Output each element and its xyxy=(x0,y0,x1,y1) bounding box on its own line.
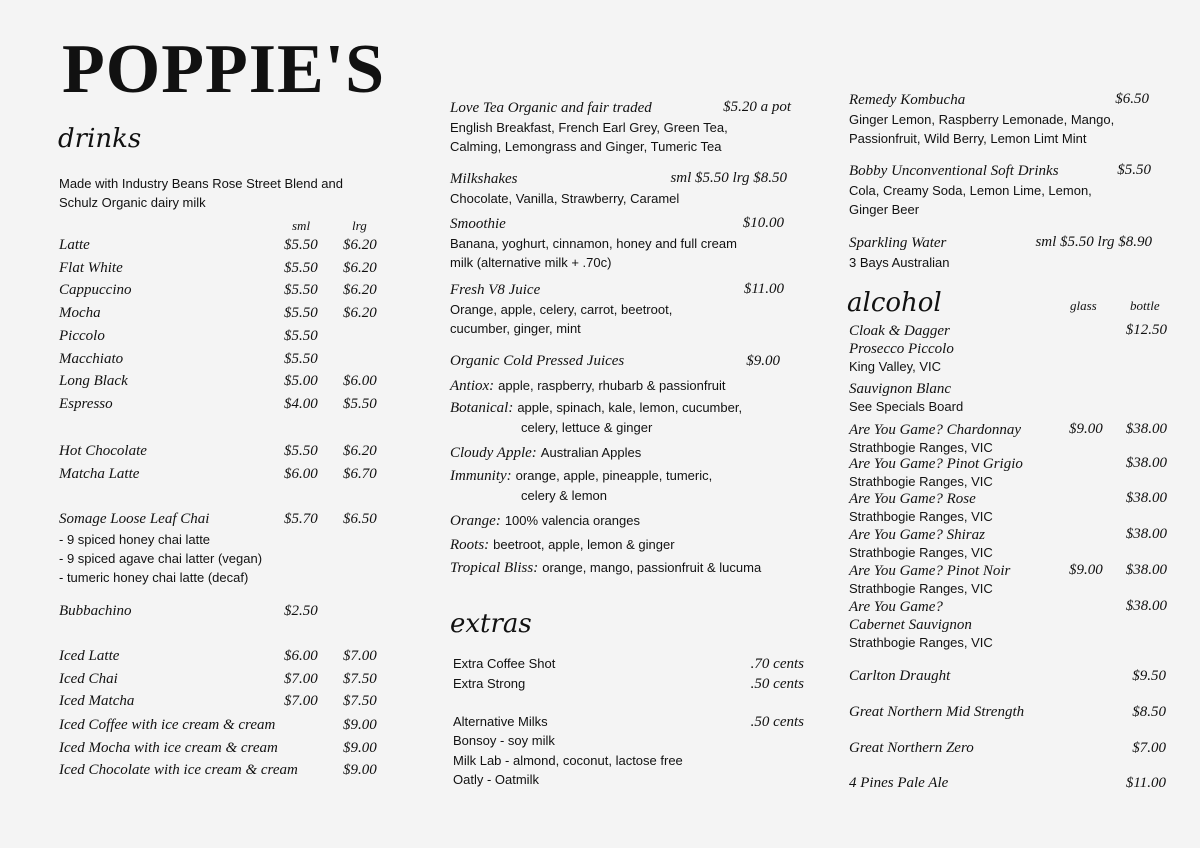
coffee-item xyxy=(59,305,389,325)
item-desc: cucumber, ginger, mint xyxy=(450,321,581,336)
price-large: $7.50 xyxy=(343,693,377,710)
juice-name: Roots: xyxy=(450,537,490,553)
hot-item xyxy=(59,443,389,463)
item-name: Long Black xyxy=(59,373,128,390)
wine-item xyxy=(849,322,954,376)
extras-heading: extras xyxy=(450,609,532,639)
coffee-item xyxy=(59,282,389,302)
juice-desc: orange, mango, passionfruit & lucuma xyxy=(542,560,762,575)
item-name: Matcha Latte xyxy=(59,465,140,482)
wine-name: Are You Game? xyxy=(849,599,943,615)
juice-desc: apple, raspberry, rhubarb & passionfruit xyxy=(498,378,726,393)
soft-drinks-item xyxy=(849,162,1092,219)
wine-item xyxy=(849,421,1021,457)
cold-pressed-title: Organic Cold Pressed Juices xyxy=(450,353,625,369)
item-name: Bubbachino xyxy=(59,603,132,619)
wine-region: King Valley, VIC xyxy=(849,359,942,374)
price-small: $5.50 xyxy=(284,305,318,322)
item-desc: Ginger Beer xyxy=(849,202,920,217)
price-large: $6.70 xyxy=(343,465,377,482)
wine-item xyxy=(849,562,1010,598)
item-desc: Cola, Creamy Soda, Lemon Lime, Lemon, xyxy=(849,183,1092,198)
price-small: $7.00 xyxy=(284,670,318,687)
item-title: Milkshakes xyxy=(450,171,518,187)
wine-region: See Specials Board xyxy=(849,399,964,414)
item-name: Mocha xyxy=(59,305,101,322)
price-small: $5.50 xyxy=(284,443,318,459)
price-small: $4.00 xyxy=(284,395,318,412)
item-price: $6.50 xyxy=(1115,91,1149,107)
juice-desc: apple, spinach, kale, lemon, cucumber, xyxy=(517,400,743,415)
extra-item: Extra Coffee Shot xyxy=(453,656,556,671)
v8-juice-item xyxy=(450,281,672,338)
wine-item xyxy=(849,526,993,562)
item-name: Macchiato xyxy=(59,350,124,367)
item-desc: Orange, apple, celery, carrot, beetroot, xyxy=(450,302,673,317)
hot-item xyxy=(59,466,389,486)
wine-bottle-price: $38.00 xyxy=(1125,455,1167,471)
price-large: $6.20 xyxy=(343,237,377,253)
coffee-item xyxy=(59,373,389,393)
iced-item xyxy=(59,648,389,668)
kombucha-item xyxy=(849,91,1114,148)
wine-bottle-price: $38.00 xyxy=(1125,490,1167,506)
juice-item xyxy=(450,398,742,437)
wine-name: Are You Game? Rose xyxy=(849,491,976,507)
coffee-item xyxy=(59,351,389,371)
item-price: $10.00 xyxy=(742,215,784,231)
item-name: Latte xyxy=(59,237,90,253)
item-name: Iced Coffee with ice cream & cream xyxy=(59,717,276,733)
wine-glass-price: $9.00 xyxy=(1069,421,1103,437)
juice-desc: beetroot, apple, lemon & ginger xyxy=(493,537,675,552)
item-price: $2.50 xyxy=(284,603,318,619)
wine-region: Strathbogie Ranges, VIC xyxy=(849,545,993,560)
juice-item xyxy=(450,443,641,463)
item-desc: Banana, yoghurt, cinnamon, honey and full cream xyxy=(450,236,737,251)
wine-region: Strathbogie Ranges, VIC xyxy=(849,581,993,596)
item-title: Remedy Kombucha xyxy=(849,92,966,108)
sparkling-water-item xyxy=(849,234,949,272)
wine-region: Strathbogie Ranges, VIC xyxy=(849,635,993,650)
item-price: $9.00 xyxy=(343,717,377,733)
wine-bottle-price: $38.00 xyxy=(1125,562,1167,578)
chai-item xyxy=(59,511,389,531)
wine-item xyxy=(849,380,963,416)
wine-bottle-price: $38.00 xyxy=(1125,526,1167,542)
wine-name: Cloak & Dagger xyxy=(849,323,950,339)
item-desc: Calming, Lemongrass and Ginger, Tumeric Tea xyxy=(450,139,722,154)
drinks-intro xyxy=(59,174,343,212)
juice-item xyxy=(450,466,712,505)
item-desc: Ginger Lemon, Raspberry Lemonade, Mango, xyxy=(849,112,1115,127)
wine-region: Strathbogie Ranges, VIC xyxy=(849,509,993,524)
beer-price: $9.50 xyxy=(1132,668,1166,684)
price-small: $5.50 xyxy=(284,237,318,253)
iced-cream-item xyxy=(59,740,389,760)
item-price: sml $5.50 lrg $8.90 xyxy=(1035,234,1152,250)
coffee-item xyxy=(59,396,389,416)
intro-line: Schulz Organic dairy milk xyxy=(59,195,206,210)
smoothie-item xyxy=(450,215,737,272)
item-title: Love Tea Organic and fair traded xyxy=(450,100,652,116)
alt-milks-price: .50 cents xyxy=(750,714,804,730)
alcohol-heading: alcohol xyxy=(847,288,942,318)
juice-desc: Australian Apples xyxy=(540,445,642,460)
wine-region: Strathbogie Ranges, VIC xyxy=(849,474,993,489)
juice-item xyxy=(450,376,726,396)
price-large: $6.50 xyxy=(343,511,377,527)
juice-name: Tropical Bliss: xyxy=(450,560,539,576)
wine-name: Sauvignon Blanc xyxy=(849,381,952,397)
wine-name: Are You Game? Pinot Noir xyxy=(849,563,1011,579)
col-lrg-label: lrg xyxy=(352,218,367,233)
beer-name: Carlton Draught xyxy=(849,668,951,684)
price-small: $5.50 xyxy=(284,282,318,299)
juice-name: Antiox: xyxy=(450,378,495,394)
milkshake-item xyxy=(450,170,679,208)
item-title: Bobby Unconventional Soft Drinks xyxy=(849,163,1059,179)
chai-option: - 9 spiced honey chai latte xyxy=(59,532,211,547)
item-name: Espresso xyxy=(59,395,113,412)
price-small: $5.70 xyxy=(284,511,318,527)
wine-name: Are You Game? Chardonnay xyxy=(849,422,1022,438)
drinks-heading: drinks xyxy=(58,124,142,154)
item-name: Flat White xyxy=(59,259,123,276)
item-title: Fresh V8 Juice xyxy=(450,282,541,298)
chai-option: - 9 spiced agave chai latter (vegan) xyxy=(59,551,263,566)
juice-name: Orange: xyxy=(450,513,501,529)
beer-name: Great Northern Zero xyxy=(849,740,974,756)
juice-name: Immunity: xyxy=(450,468,512,484)
beer-price: $8.50 xyxy=(1132,704,1166,720)
price-large: $6.20 xyxy=(343,259,377,276)
price-large: $6.00 xyxy=(343,373,377,390)
col-sml-label: sml xyxy=(292,218,311,233)
juice-name: Cloudy Apple: xyxy=(450,445,537,461)
alt-milk-option: Bonsoy - soy milk xyxy=(453,733,555,748)
beer-price: $7.00 xyxy=(1132,740,1166,756)
price-small: $5.00 xyxy=(284,373,318,390)
item-desc: Chocolate, Vanilla, Strawberry, Caramel xyxy=(450,191,680,206)
price-large: $7.50 xyxy=(343,670,377,687)
iced-cream-item xyxy=(59,717,389,737)
item-price: $5.50 xyxy=(1117,162,1151,178)
extra-price: .70 cents xyxy=(750,656,804,672)
alt-milk-option: Milk Lab - almond, coconut, lactose free xyxy=(453,752,683,768)
beer-price: $11.00 xyxy=(1125,775,1166,791)
price-small: $7.00 xyxy=(284,693,318,710)
item-price: $9.00 xyxy=(343,739,377,756)
price-large: $6.20 xyxy=(343,305,377,322)
brand-title: POPPIE'S xyxy=(62,31,386,108)
price-small: $5.50 xyxy=(284,350,318,367)
col-glass-label: glass xyxy=(1070,298,1097,313)
price-small: $6.00 xyxy=(284,648,318,664)
beer-name: 4 Pines Pale Ale xyxy=(849,775,949,791)
item-desc: Passionfruit, Wild Berry, Lemon Limt Mint xyxy=(849,131,1087,146)
item-desc: 3 Bays Australian xyxy=(849,255,950,270)
juice-desc: celery & lemon xyxy=(521,488,607,503)
iced-item xyxy=(59,693,389,713)
item-desc: English Breakfast, French Earl Grey, Green Tea, xyxy=(450,120,728,135)
wine-name: Prosecco Piccolo xyxy=(849,341,954,357)
item-price: sml $5.50 lrg $8.50 xyxy=(670,170,787,186)
wine-glass-price: $9.00 xyxy=(1069,562,1103,578)
col-bottle-label: bottle xyxy=(1130,298,1160,313)
item-name: Iced Chocolate with ice cream & cream xyxy=(59,762,298,779)
wine-bottle-price: $38.00 xyxy=(1125,598,1167,614)
juice-desc: 100% valencia oranges xyxy=(504,513,640,528)
juice-item xyxy=(450,558,761,578)
item-price: $11.00 xyxy=(743,281,784,297)
extra-item: Extra Strong xyxy=(453,676,526,691)
item-name: Iced Latte xyxy=(59,648,120,664)
juice-item xyxy=(450,535,675,555)
wine-name: Are You Game? Shiraz xyxy=(849,527,985,543)
price-small: $5.50 xyxy=(284,259,318,276)
wine-region: Strathbogie Ranges, VIC xyxy=(849,440,993,455)
wine-item xyxy=(849,598,993,652)
wine-bottle-price: $12.50 xyxy=(1125,322,1167,338)
babbachino-item xyxy=(59,603,389,623)
coffee-item xyxy=(59,328,389,348)
item-name: Piccolo xyxy=(59,327,105,344)
item-name: Iced Matcha xyxy=(59,693,135,710)
wine-name: Cabernet Sauvignon xyxy=(849,617,972,633)
juice-name: Botanical: xyxy=(450,400,514,416)
item-price: $9.00 xyxy=(343,762,377,779)
iced-cream-item xyxy=(59,762,389,782)
beer-name: Great Northern Mid Strength xyxy=(849,704,1025,720)
juice-desc: orange, apple, pineapple, tumeric, xyxy=(515,468,713,483)
item-name: Hot Chocolate xyxy=(59,443,147,459)
price-small: $6.00 xyxy=(284,465,318,482)
price-large: $5.50 xyxy=(343,395,377,412)
item-title: Smoothie xyxy=(450,216,506,232)
extra-price: .50 cents xyxy=(750,676,804,692)
item-price: $5.20 a pot xyxy=(723,99,791,115)
item-desc: milk (alternative milk + .70c) xyxy=(450,255,612,270)
item-name: Iced Chai xyxy=(59,670,118,687)
coffee-item xyxy=(59,260,389,280)
alt-milks-title: Alternative Milks xyxy=(453,714,548,729)
wine-item xyxy=(849,455,1023,491)
alt-milk-option: Oatly - Oatmilk xyxy=(453,772,539,787)
juice-item xyxy=(450,511,640,531)
price-large: $6.20 xyxy=(343,443,377,459)
iced-item xyxy=(59,671,389,691)
coffee-item xyxy=(59,237,389,257)
wine-name: Are You Game? Pinot Grigio xyxy=(849,456,1023,472)
juice-desc: celery, lettuce & ginger xyxy=(521,420,653,435)
price-large: $6.20 xyxy=(343,282,377,299)
item-title: Sparkling Water xyxy=(849,235,947,251)
cold-pressed-price: $9.00 xyxy=(746,353,780,369)
item-name: Cappuccino xyxy=(59,282,132,299)
price-small: $5.50 xyxy=(284,327,318,344)
chai-option: - tumeric honey chai latte (decaf) xyxy=(59,570,249,585)
item-name: Somage Loose Leaf Chai xyxy=(59,511,210,527)
wine-bottle-price: $38.00 xyxy=(1125,421,1167,437)
intro-line: Made with Industry Beans Rose Street Blend and xyxy=(59,176,343,191)
item-name: Iced Mocha with ice cream & cream xyxy=(59,739,278,756)
wine-item xyxy=(849,490,993,526)
price-large: $7.00 xyxy=(343,648,377,664)
tea-item xyxy=(450,99,728,156)
